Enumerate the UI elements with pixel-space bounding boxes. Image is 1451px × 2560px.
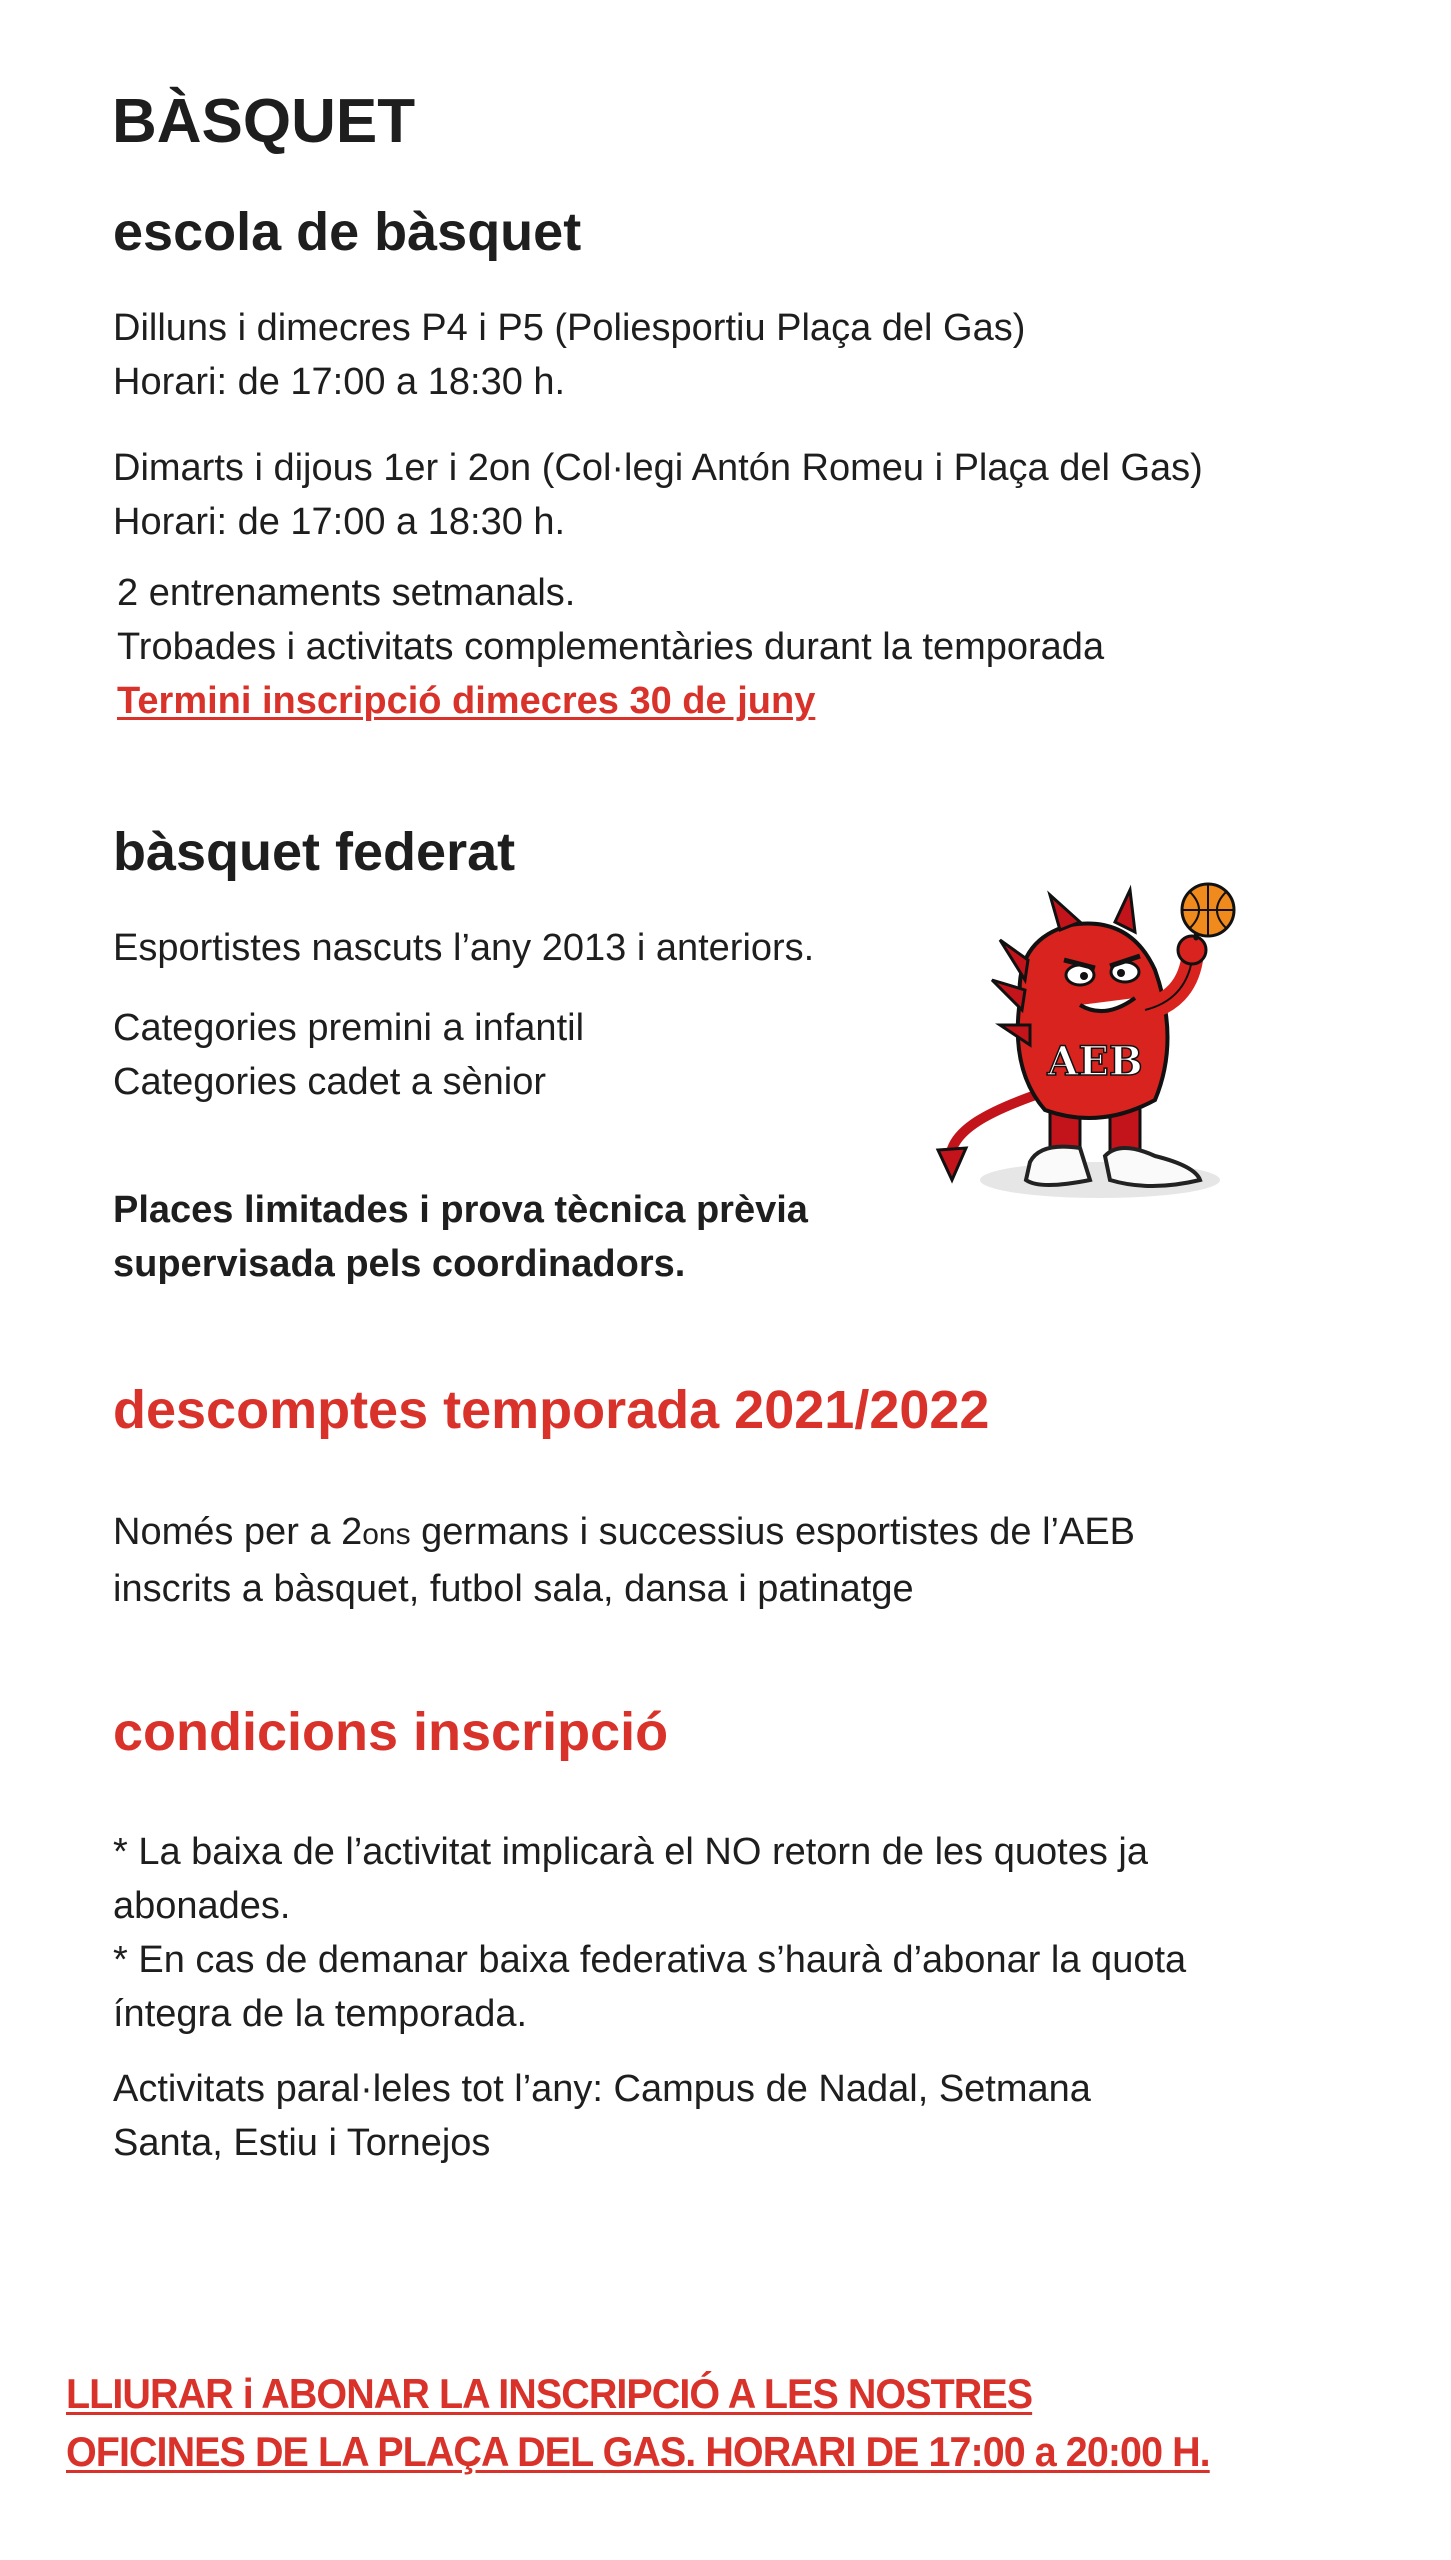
federat-notice-line-1: Places limitades i prova tècnica prèvia: [113, 1189, 808, 1231]
escola-info: [117, 566, 1104, 728]
aeb-devil-mascot-image: [930, 880, 1290, 1240]
escola-schedule-1-line: Dilluns i dimecres P4 i P5 (Poliesportiu Plaça del Gas): [113, 307, 1026, 349]
descomptes-line-1-ordinal: ons: [362, 1518, 411, 1551]
condicions-item-1: * La baixa de l’activitat implicarà el NO retorn de les quotes ja: [113, 1831, 1148, 1873]
condicions-item-1-cont: abonades.: [113, 1885, 291, 1927]
escola-schedule-2-hours: Horari: de 17:00 a 18:30 h.: [113, 501, 566, 543]
federat-heading: bàsquet federat: [113, 822, 516, 882]
escola-heading: escola de bàsquet: [113, 202, 582, 262]
condicions-list: [113, 1825, 1186, 2041]
condicions-activities: [113, 2062, 1091, 2170]
federat-category-1: Categories premini a infantil: [113, 1007, 585, 1049]
federat-notice-line-2: supervisada pels coordinadors.: [113, 1243, 686, 1285]
condicions-item-2: * En cas de demanar baixa federativa s’haurà d’abonar la quota: [113, 1939, 1187, 1981]
descomptes-line-2: inscrits a bàsquet, futbol sala, dansa i patinatge: [113, 1568, 914, 1610]
condicions-activities-line-1: Activitats paral·leles tot l’any: Campus de Nadal, Setmana: [113, 2068, 1091, 2110]
condicions-item-2-cont: íntegra de la temporada.: [113, 1993, 528, 2035]
page-title: BÀSQUET: [112, 87, 416, 156]
federat-born: Esportistes nascuts l’any 2013 i anteriors.: [113, 927, 815, 969]
escola-deadline: Termini inscripció dimecres 30 de juny: [117, 680, 816, 722]
federat-notice: [113, 1183, 808, 1291]
escola-info-activities: Trobades i activitats complementàries durant la temporada: [117, 626, 1105, 668]
escola-schedule-1-hours: Horari: de 17:00 a 18:30 h.: [113, 361, 566, 403]
condicions-heading: condicions inscripció: [113, 1702, 669, 1762]
descomptes-text: [113, 1505, 1135, 1616]
escola-schedule-1: [113, 301, 1025, 409]
escola-schedule-2: [113, 441, 1203, 549]
mascot-aeb-text: AEB: [1047, 1038, 1143, 1085]
descomptes-line-1: [113, 1505, 1135, 1562]
descomptes-line-1-pre: Només per a 2: [113, 1511, 363, 1553]
federat-categories: [113, 1001, 584, 1109]
footer-line-1: LLIURAR i ABONAR LA INSCRIPCIÓ A LES NOSTRES: [66, 2370, 1033, 2417]
condicions-activities-line-2: Santa, Estiu i Tornejos: [113, 2122, 491, 2164]
escola-info-trainings: 2 entrenaments setmanals.: [117, 572, 576, 614]
descomptes-heading: descomptes temporada 2021/2022: [113, 1380, 990, 1440]
footer-line-2: OFICINES DE LA PLAÇA DEL GAS. HORARI DE 17:00 a 20:00 H.: [66, 2428, 1210, 2475]
federat-category-2: Categories cadet a sènior: [113, 1061, 547, 1103]
descomptes-line-1-post: germans i successius esportistes de l’AEB: [410, 1511, 1136, 1553]
escola-schedule-2-line: Dimarts i dijous 1er i 2on (Col·legi Antón Romeu i Plaça del Gas): [113, 447, 1203, 489]
footer-notice: [66, 2365, 1210, 2481]
